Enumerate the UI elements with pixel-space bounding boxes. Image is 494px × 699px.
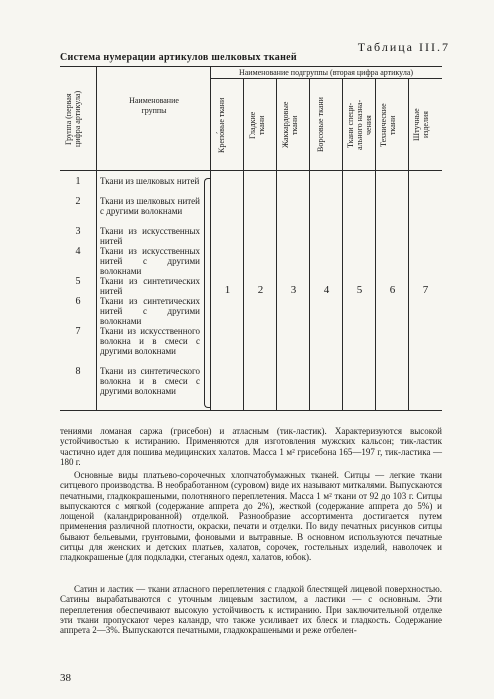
row-number: 8 — [75, 366, 81, 377]
row-number: 2 — [75, 196, 81, 207]
header-subgroup-3: Жаккардовые ткани — [281, 101, 299, 149]
row-name: Ткани из искусственных нитей — [100, 226, 200, 246]
header-subgroup-6: Технические ткани — [379, 103, 397, 147]
row-name: Ткани из шелковых нитей — [100, 176, 200, 186]
subgroup-code: 1 — [224, 284, 231, 296]
header-subgroup-1: Крепо́вые ткани — [217, 97, 226, 153]
row-name: Ткани из синтетического волокна и в смеси с другими волокнами — [100, 366, 200, 396]
row-number: 7 — [75, 326, 81, 337]
row-name: Ткани из шелковых нитей с другими волокнами — [100, 196, 200, 216]
header-subgroup: Наименование подгруппы (вторая цифра артикула) — [238, 68, 414, 77]
row-name: Ткани из искусственного волокна и в смеси с другими волокнами — [100, 326, 200, 356]
header-group-number: Группа (первая цифра артикула) — [64, 90, 82, 148]
row-number: 6 — [75, 296, 81, 307]
header-subgroup-2: Гладкие ткани — [248, 111, 266, 139]
subgroup-code: 7 — [422, 284, 429, 296]
row-name: Ткани из искусственных нитей с другими волокнами — [100, 246, 200, 276]
paragraph: Основные виды платьево-сорочечных хлопчатобумажных тканей. Ситцы — легкие ткани ситцевого производства. В необработанном (суровом) виде их называют миткалями. Выпускаются печатными, гладкокрашеными, полотняного переплетения. Масса 1 м² ткани от 92 до 103 г. Ситцы выпускаются с мягкой (содержание аппрета до 2%), жесткой (содержание аппрета до 5%) и лощеной (каландрированной) отделкой. Разнообразие ассортимента достигается путем применения различной плотности, окраски, печати и отделки. По виду печатных рисунков ситцы бывают бельевыми, грунтовыми, фоновыми и вытравные. В основном используются печатные ситцы для женских и детских платьев, халатов, сорочек, гостельных изделий, наволочек и гладкокрашеные (для подкладки, стеганых одеял, халатов, юбок). — [60, 470, 442, 563]
subgroup-code: 2 — [257, 284, 264, 296]
table-number: Таблица III.7 — [357, 40, 450, 54]
paragraph: тениями ломаная саржа (грисебон) и атласным (тик-ластик). Характеризуются высокой устойчивостью к истиранию. Применяются для изготовления мужских кальсон; тик-ластик частично идет для пошива медицинских халатов. Масса 1 м² грисебона 165—197 г, тик-ластика — 180 г. — [60, 426, 442, 467]
subgroup-code: 6 — [389, 284, 396, 296]
row-name: Ткани из синтетических нитей — [100, 276, 200, 296]
row-number: 3 — [75, 226, 81, 237]
header-group-name: Наименование группы — [129, 96, 179, 115]
subgroup-code: 3 — [290, 284, 297, 296]
header-subgroup-4: Ворсовые ткани — [316, 97, 325, 153]
row-number: 1 — [75, 176, 81, 187]
grouping-brace — [204, 178, 210, 408]
subgroup-code: 4 — [323, 284, 330, 296]
header-subgroup-5: Ткани специ- ального назна- чения — [346, 99, 373, 151]
page-number: 38 — [60, 672, 71, 684]
header-subgroup-7: Штучные изделия — [412, 108, 430, 142]
row-number: 5 — [75, 276, 81, 287]
paragraph: Сатин и ластик — ткани атласного переплетения с гладкой блестящей лицевой поверхностью. Сатины вырабатываются с уточным лицевым застилом, а ластики — с основным. Эти переплетения обеспечивают высокую устойчивость к истиранию. При заключительной отделке эти ткани пропускают через каландр, что также усиливает их блеск и гладкость. Содержание аппрета 2—3%. Выпускаются печатными, гладкокрашеными и реже отбелен- — [60, 584, 442, 636]
row-name: Ткани из синтетических нитей с другими волокнами — [100, 296, 200, 326]
subgroup-code: 5 — [356, 284, 363, 296]
numbering-table — [60, 66, 442, 411]
table-title: Система нумерации артикулов шелковых тканей — [60, 52, 297, 63]
row-number: 4 — [75, 246, 81, 257]
